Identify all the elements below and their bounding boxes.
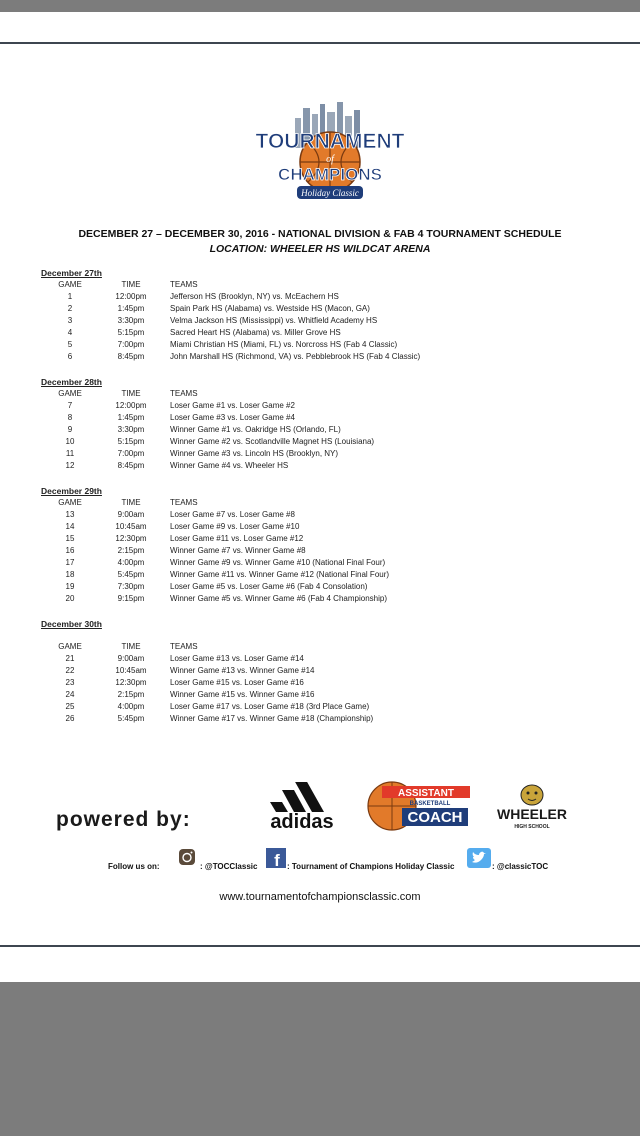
game-time: 9:00am	[117, 510, 145, 519]
logo-word-holiday-classic: Holiday Classic	[301, 188, 359, 198]
top-divider	[0, 42, 640, 44]
game-number: 13	[65, 510, 75, 519]
wheeler-logo	[492, 783, 572, 831]
game-matchup: Winner Game #2 vs. Scotlandville Magnet HS (Louisiana)	[170, 437, 375, 446]
game-number: 9	[67, 425, 73, 434]
powered-by-label: powered by:	[56, 808, 191, 831]
table-row	[41, 521, 501, 533]
table-row	[41, 593, 501, 605]
game-matchup: Loser Game #7 vs. Loser Game #8	[170, 510, 295, 519]
game-number: 22	[65, 666, 75, 675]
col-game-header: GAME	[58, 642, 82, 651]
table-row	[41, 339, 501, 351]
game-number: 5	[67, 340, 73, 349]
table-row	[41, 533, 501, 545]
game-matchup: Winner Game #4 vs. Wheeler HS	[170, 461, 289, 470]
game-time: 2:15pm	[117, 546, 145, 555]
twitter-handle[interactable]: : @classicTOC	[492, 862, 549, 871]
table-row	[41, 677, 501, 689]
game-matchup: Loser Game #11 vs. Loser Game #12	[170, 534, 304, 543]
game-matchup: Loser Game #3 vs. Loser Game #4	[170, 413, 295, 422]
game-matchup: Winner Game #1 vs. Oakridge HS (Orlando, FL)	[170, 425, 341, 434]
game-time: 8:45pm	[117, 461, 145, 470]
game-number: 8	[67, 413, 73, 422]
game-number: 18	[65, 570, 75, 579]
table-row	[41, 689, 501, 701]
table-row	[41, 315, 501, 327]
game-time: 7:00pm	[117, 449, 145, 458]
game-matchup: Velma Jackson HS (Mississippi) vs. Whitfield Academy HS	[170, 316, 378, 325]
game-matchup: Loser Game #17 vs. Loser Game #18 (3rd Place Game)	[170, 702, 370, 711]
table-row	[41, 545, 501, 557]
game-matchup: John Marshall HS (Richmond, VA) vs. Pebblebrook HS (Fab 4 Classic)	[170, 352, 421, 361]
game-time: 5:45pm	[117, 570, 145, 579]
table-row	[41, 327, 501, 339]
game-number: 23	[65, 678, 75, 687]
column-header-row	[41, 388, 501, 400]
location-line: LOCATION: WHEELER HS WILDCAT ARENA	[209, 243, 431, 255]
game-time: 4:00pm	[117, 702, 145, 711]
game-number: 14	[65, 522, 75, 531]
game-matchup: Spain Park HS (Alabama) vs. Westside HS (Macon, GA)	[170, 304, 370, 313]
game-matchup: Loser Game #13 vs. Loser Game #14	[170, 654, 304, 663]
wheeler-subtitle: HIGH SCHOOL	[514, 824, 550, 830]
table-row	[41, 665, 501, 677]
game-number: 10	[65, 437, 75, 446]
game-matchup: Winner Game #7 vs. Winner Game #8	[170, 546, 306, 555]
day-heading: December 29th	[41, 486, 102, 496]
table-row	[41, 436, 501, 448]
game-matchup: Loser Game #5 vs. Loser Game #6 (Fab 4 Consolation)	[170, 582, 368, 591]
wheeler-wordmark: WHEELER	[497, 806, 567, 822]
column-header-row	[41, 641, 501, 653]
game-time: 9:15pm	[117, 594, 145, 603]
table-row	[41, 569, 501, 581]
col-game-header: GAME	[58, 280, 82, 289]
game-time: 7:00pm	[117, 340, 145, 349]
col-game-header: GAME	[58, 498, 82, 507]
table-row	[41, 400, 501, 412]
day-heading: December 28th	[41, 377, 102, 387]
col-time-header: TIME	[121, 498, 141, 507]
game-time: 10:45am	[115, 666, 147, 675]
game-time: 5:15pm	[117, 437, 145, 446]
table-row	[41, 713, 501, 725]
game-number: 3	[67, 316, 73, 325]
bottom-divider	[0, 945, 640, 947]
game-time: 12:00pm	[115, 401, 147, 410]
column-header-row	[41, 279, 501, 291]
facebook-icon[interactable]	[266, 848, 286, 868]
schedule	[41, 268, 501, 725]
abc-line3: COACH	[407, 809, 463, 826]
game-time: 12:30pm	[115, 534, 147, 543]
follow-us-label: Follow us on:	[108, 862, 160, 871]
game-matchup: Winner Game #13 vs. Winner Game #14	[170, 666, 315, 675]
game-number: 4	[67, 328, 73, 337]
game-time: 3:30pm	[117, 425, 145, 434]
game-time: 1:45pm	[117, 304, 145, 313]
game-matchup: Loser Game #1 vs. Loser Game #2	[170, 401, 295, 410]
twitter-icon[interactable]	[467, 848, 491, 868]
assistant-basketball-coach-logo	[362, 780, 474, 832]
col-teams-header: TEAMS	[170, 642, 198, 651]
game-number: 16	[65, 546, 75, 555]
game-time: 5:15pm	[117, 328, 145, 337]
game-number: 6	[67, 352, 73, 361]
top-bar	[0, 0, 640, 12]
table-row	[41, 557, 501, 569]
col-teams-header: TEAMS	[170, 498, 198, 507]
table-row	[41, 424, 501, 436]
game-matchup: Winner Game #3 vs. Lincoln HS (Brooklyn, NY)	[170, 449, 339, 458]
game-time: 8:45pm	[117, 352, 145, 361]
day-heading: December 30th	[41, 619, 102, 629]
game-time: 3:30pm	[117, 316, 145, 325]
game-number: 7	[67, 401, 73, 410]
game-matchup: Winner Game #9 vs. Winner Game #10 (National Final Four)	[170, 558, 386, 567]
game-time: 1:45pm	[117, 413, 145, 422]
col-time-header: TIME	[121, 642, 141, 651]
game-time: 7:30pm	[117, 582, 145, 591]
game-matchup: Loser Game #15 vs. Loser Game #16	[170, 678, 304, 687]
adidas-wordmark: adidas	[270, 811, 334, 832]
table-row	[41, 509, 501, 521]
table-row	[41, 291, 501, 303]
logo-word-tournament: TOURNAMENT	[255, 130, 405, 153]
game-time: 4:00pm	[117, 558, 145, 567]
logo-word-champions: CHAMPIONS	[278, 165, 382, 184]
game-time: 5:45pm	[117, 714, 145, 723]
game-number: 24	[65, 690, 75, 699]
game-number: 1	[67, 292, 73, 301]
instagram-handle[interactable]: : @TOCClassic	[200, 862, 258, 871]
game-number: 15	[65, 534, 75, 543]
game-number: 26	[65, 714, 75, 723]
game-number: 12	[65, 461, 75, 470]
adidas-logo	[258, 782, 350, 832]
table-row	[41, 581, 501, 593]
game-number: 11	[65, 449, 75, 458]
svg-text:f: f	[274, 851, 280, 868]
facebook-page[interactable]: : Tournament of Champions Holiday Classic	[287, 862, 455, 871]
game-time: 12:30pm	[115, 678, 147, 687]
game-time: 9:00am	[117, 654, 145, 663]
game-matchup: Winner Game #5 vs. Winner Game #6 (Fab 4 Championship)	[170, 594, 387, 603]
game-number: 17	[65, 558, 75, 567]
game-matchup: Winner Game #17 vs. Winner Game #18 (Championship)	[170, 714, 374, 723]
day-heading: December 27th	[41, 268, 102, 278]
game-matchup: Sacred Heart HS (Alabama) vs. Miller Grove HS	[170, 328, 341, 337]
game-matchup: Winner Game #11 vs. Winner Game #12 (National Final Four)	[170, 570, 390, 579]
schedule-title: DECEMBER 27 – DECEMBER 30, 2016 - NATIONAL DIVISION & FAB 4 TOURNAMENT SCHEDULE	[78, 228, 562, 240]
website-link[interactable]: www.tournamentofchampionsclassic.com	[219, 891, 421, 903]
tournament-logo	[255, 100, 405, 218]
table-row	[41, 448, 501, 460]
game-number: 20	[65, 594, 75, 603]
instagram-icon[interactable]	[178, 848, 196, 866]
col-teams-header: TEAMS	[170, 389, 198, 398]
game-matchup: Jefferson HS (Brooklyn, NY) vs. McEachern HS	[170, 292, 339, 301]
game-time: 10:45am	[115, 522, 147, 531]
table-row	[41, 351, 501, 363]
game-matchup: Loser Game #9 vs. Loser Game #10	[170, 522, 300, 531]
table-row	[41, 701, 501, 713]
game-number: 19	[65, 582, 75, 591]
column-header-row	[41, 497, 501, 509]
col-game-header: GAME	[58, 389, 82, 398]
game-time: 12:00pm	[115, 292, 147, 301]
abc-line1: ASSISTANT	[398, 788, 454, 799]
table-row	[41, 303, 501, 315]
game-number: 21	[65, 654, 75, 663]
game-matchup: Miami Christian HS (Miami, FL) vs. Norcross HS (Fab 4 Classic)	[170, 340, 398, 349]
game-number: 25	[65, 702, 75, 711]
col-time-header: TIME	[121, 280, 141, 289]
abc-line2: BASKETBALL	[409, 801, 451, 807]
table-row	[41, 653, 501, 665]
table-row	[41, 412, 501, 424]
game-matchup: Winner Game #15 vs. Winner Game #16	[170, 690, 315, 699]
table-row	[41, 460, 501, 472]
game-number: 2	[67, 304, 73, 313]
game-time: 2:15pm	[117, 690, 145, 699]
logo-word-of: of	[326, 154, 334, 165]
col-time-header: TIME	[121, 389, 141, 398]
col-teams-header: TEAMS	[170, 280, 198, 289]
